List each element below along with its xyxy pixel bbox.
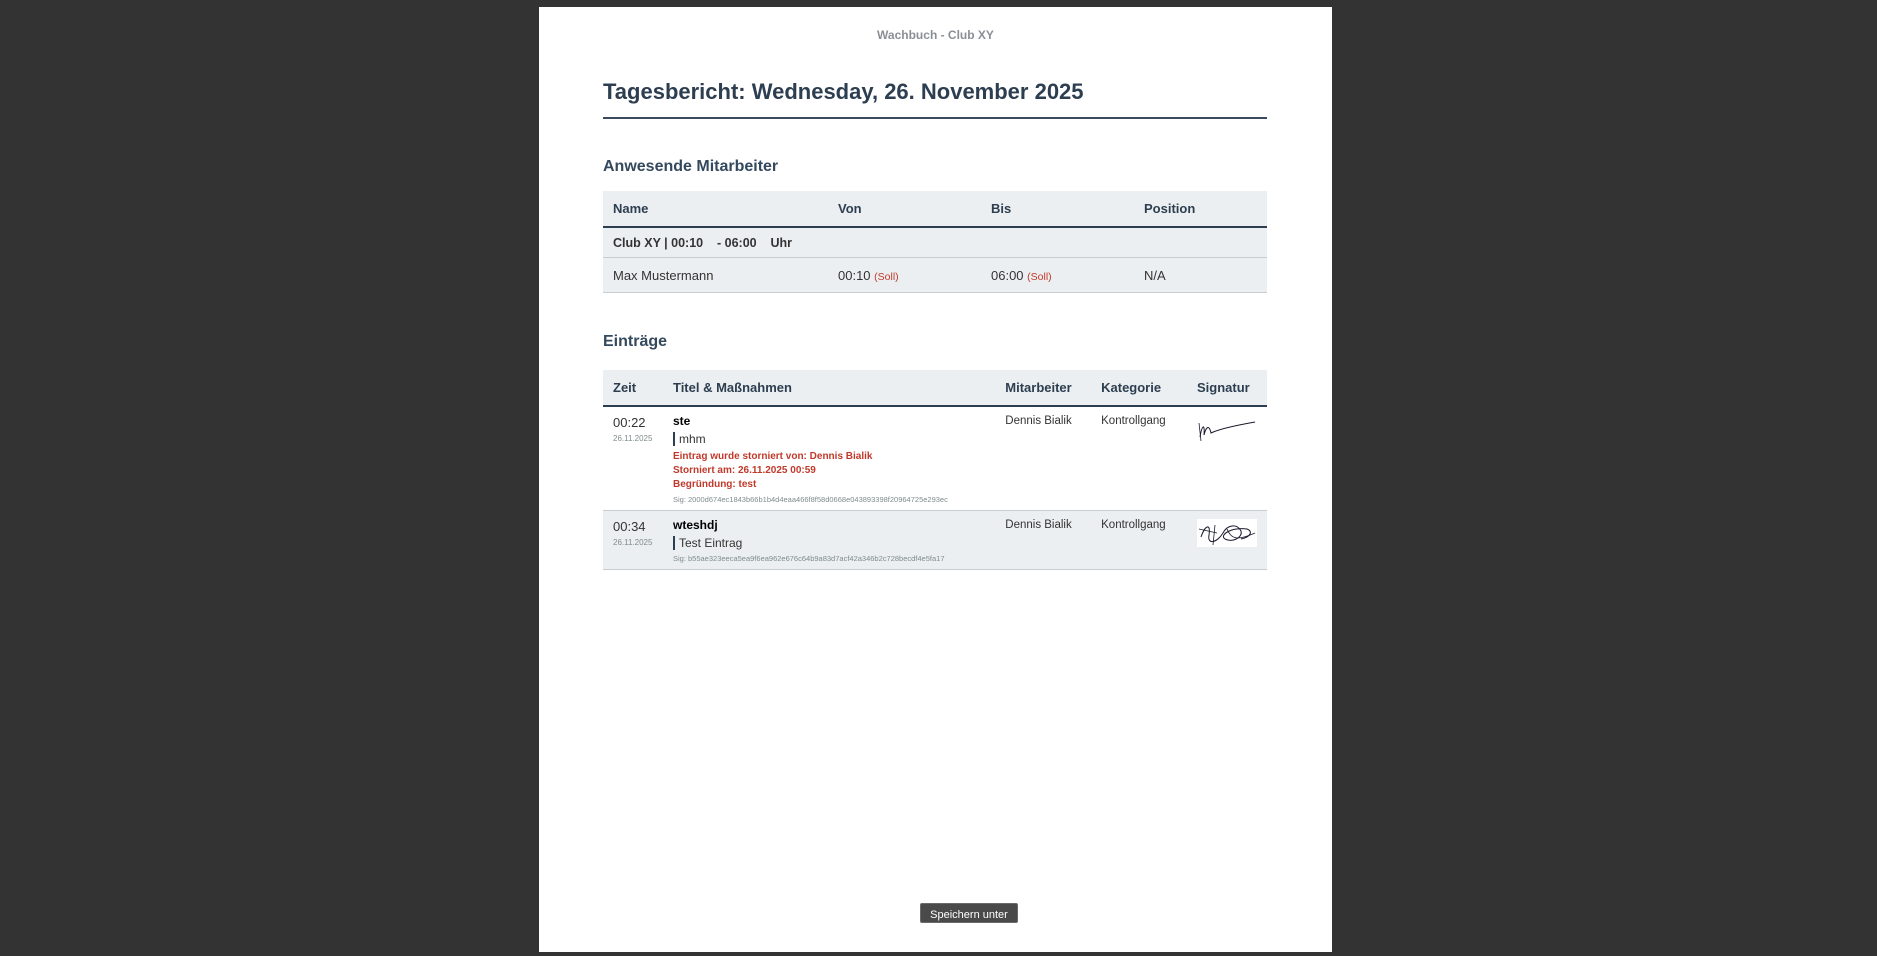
staff-from-time: 00:10: [838, 267, 871, 283]
entry-signature-cell: [1187, 511, 1267, 570]
staff-name: Max Mustermann: [603, 258, 828, 293]
entry-time-cell: [603, 406, 663, 511]
document-header: Wachbuch - Club XY: [877, 28, 994, 42]
entry-time: 00:22: [613, 415, 646, 430]
table-row: [603, 406, 1267, 511]
column-header-name: Name: [603, 191, 828, 227]
entry-category: Kontrollgang: [1091, 511, 1187, 570]
entries-heading: Einträge: [603, 333, 668, 350]
staff-position: N/A: [1134, 258, 1267, 293]
staff-section: [603, 158, 1267, 293]
entries-header-row: [603, 370, 1267, 406]
staff-to-time: 06:00: [991, 267, 1024, 283]
entry-title-cell: [663, 511, 995, 570]
staff-from: [828, 258, 981, 293]
signature-image: [1197, 519, 1257, 547]
staff-table: [603, 191, 1267, 293]
soll-tag: (Soll): [1027, 270, 1052, 283]
entry-cancelled-at: Storniert am: 26.11.2025 00:59: [672, 465, 816, 476]
entry-date: 26.11.2025: [613, 538, 653, 547]
signature-image: [1197, 415, 1257, 443]
entry-cancelled-by: Eintrag wurde storniert von: Dennis Bialik: [672, 451, 873, 462]
save-as-button[interactable]: Speichern unter: [920, 903, 1018, 923]
entry-cancel-reason: Begründung: test: [672, 479, 757, 490]
entry-title-cell: [663, 406, 995, 511]
column-header-employee: Mitarbeiter: [995, 370, 1091, 406]
report-title: Tagesbericht: Wednesday, 26. November 2025: [603, 79, 1267, 119]
column-header-to: Bis: [981, 191, 1134, 227]
column-header-from: Von: [828, 191, 981, 227]
column-header-signature: Signatur: [1187, 370, 1267, 406]
entry-title: ste: [672, 414, 691, 428]
entry-category: Kontrollgang: [1091, 406, 1187, 511]
entries-section: [603, 333, 1267, 570]
column-header-title: Titel & Maßnahmen: [663, 370, 995, 406]
entry-measure: Test Eintrag: [673, 536, 985, 550]
entry-measure: mhm: [673, 432, 985, 446]
table-row: [603, 258, 1267, 293]
entries-table: [603, 370, 1267, 570]
entry-signature-hash: Sig: 2000d674ec1843b66b1b4d4eaa466f8f58d0668e043893398f20964725e293ec: [672, 495, 948, 504]
staff-to: [981, 258, 1134, 293]
table-row: [603, 511, 1267, 570]
entry-date: 26.11.2025: [613, 434, 653, 443]
entry-time-cell: [603, 511, 663, 570]
entry-signature-cell: [1187, 406, 1267, 511]
staff-heading: Anwesende Mitarbeiter: [603, 158, 779, 175]
staff-group-label: Club XY | 00:10 - 06:00 Uhr: [603, 227, 1267, 258]
staff-header-row: [603, 191, 1267, 227]
column-header-category: Kategorie: [1091, 370, 1187, 406]
entry-employee: Dennis Bialik: [995, 511, 1091, 570]
entry-signature-hash: Sig: b55ae323eeca5ea9f6ea962e676c64b9a83d7acf42a346b2c728becdf4e5fa17: [672, 554, 945, 563]
column-header-time: Zeit: [603, 370, 663, 406]
document-page: [539, 7, 1332, 952]
report-content: [603, 79, 1267, 570]
column-header-position: Position: [1134, 191, 1267, 227]
entry-employee: Dennis Bialik: [995, 406, 1091, 511]
soll-tag: (Soll): [874, 270, 899, 283]
entry-title: wteshdj: [672, 518, 718, 532]
entry-time: 00:34: [613, 519, 646, 534]
staff-group-row: [603, 227, 1267, 258]
